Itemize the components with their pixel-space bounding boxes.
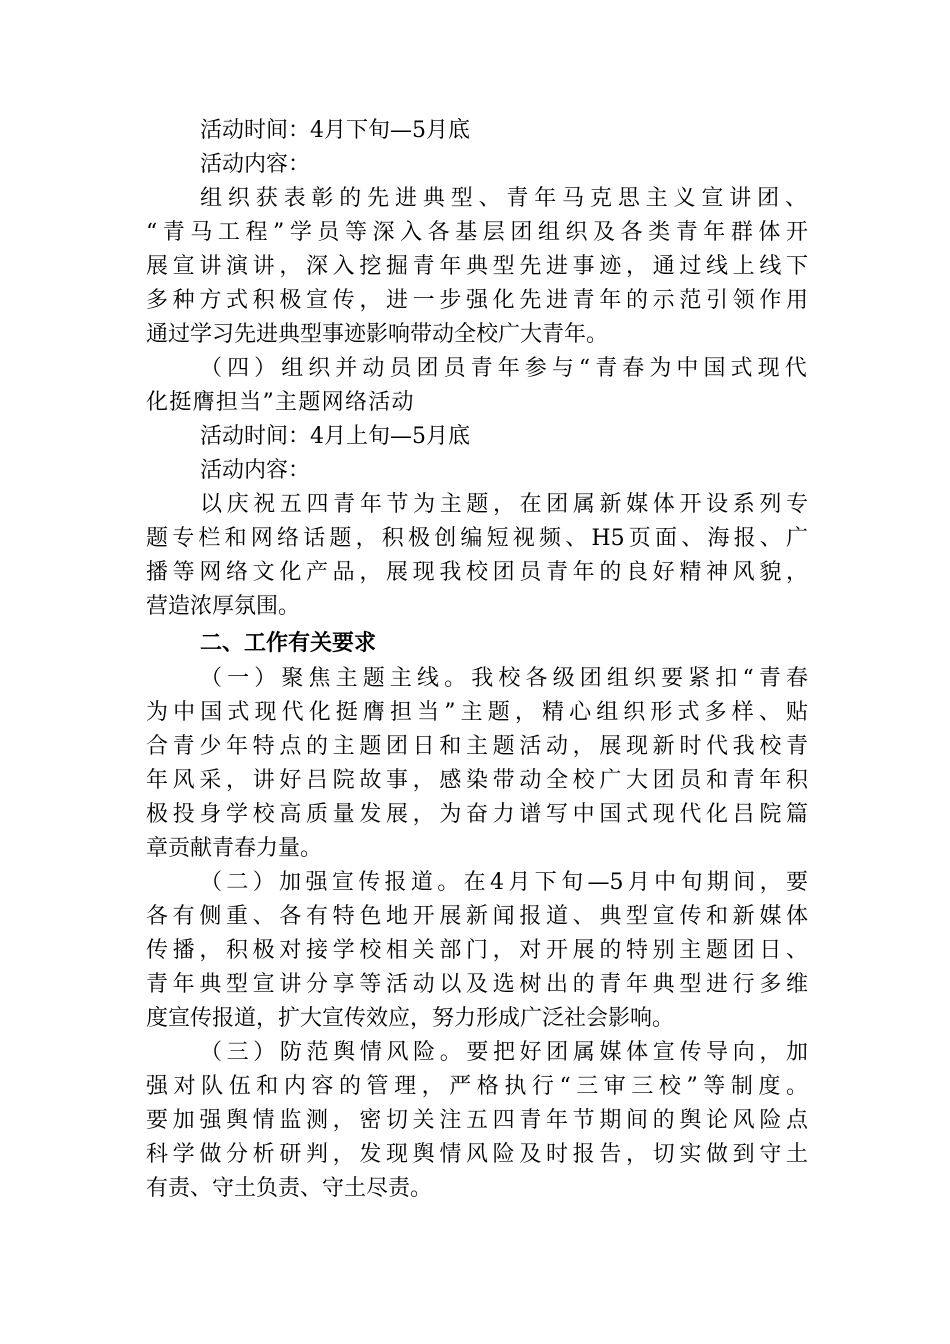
paragraph-line: 营造浓厚氛围。 [146,594,301,619]
document-page [146,114,808,1206]
paragraph-line: 极投身学校高质量发展，为奋力谱写中国式现代化吕院篇 [146,802,808,827]
paragraph-line: 播等网络文化产品，展现我校团员青年的良好精神风貌， [146,560,808,585]
paragraph-line: 度宣传报道，扩大宣传效应，努力形成广泛社会影响。 [146,1006,675,1031]
paragraph-line: 合青少年特点的主题团日和主题活动，展现新时代我校青 [146,734,808,759]
paragraph-line: （三）防范舆情风险。要把好团属媒体宣传导向，加 [200,1040,808,1065]
paragraph-line: 以庆祝五四青年节为主题，在团属新媒体开设系列专 [200,492,808,517]
paragraph-line: 青年典型宣讲分享等活动以及选树出的青年典型进行多维 [146,972,808,997]
paragraph-line: 为中国式现代化挺膺担当”主题，精心组织形式多样、贴 [146,700,808,725]
paragraph-line: “青马工程”学员等深入各基层团组织及各类青年群体开 [146,220,808,245]
section-heading: 二、工作有关要求 [200,631,377,656]
paragraph-line: （一）聚焦主题主线。我校各级团组织要紧扣“青春 [200,666,808,691]
activity-time-line: 活动时间：4月下旬—5月底 [200,118,470,143]
paragraph-line: 年风采，讲好吕院故事，感染带动全校广大团员和青年积 [146,768,808,793]
paragraph-line: 科学做分析研判，发现舆情风险及时报告，切实做到守土 [146,1142,808,1167]
paragraph-line: 题专栏和网络话题，积极创编短视频、H5页面、海报、广 [146,526,808,551]
paragraph-line: 要加强舆情监测，密切关注五四青年节期间的舆论风险点 [146,1108,808,1133]
paragraph-line: （二）加强宣传报道。在4月下旬—5月中旬期间，要 [200,870,808,895]
section-subheading: 化挺膺担当”主题网络活动 [146,390,415,415]
paragraph-line: 各有侧重、各有特色地开展新闻报道、典型宣传和新媒体 [146,904,808,929]
paragraph-line: 有责、守土负责、守土尽责。 [146,1176,433,1201]
section-subheading: （四）组织并动员团员青年参与“青春为中国式现代 [200,356,808,381]
paragraph-line: 展宣讲演讲，深入挖掘青年典型先进事迹，通过线上线下 [146,254,808,279]
paragraph-line: 多种方式积极宣传，进一步强化先进青年的示范引领作用 [146,288,808,313]
activity-content-label: 活动内容： [200,458,311,483]
paragraph-line: 通过学习先进典型事迹影响带动全校广大青年。 [146,322,609,347]
paragraph-line: 章贡献青春力量。 [146,836,323,861]
paragraph-line: 组织获表彰的先进典型、青年马克思主义宣讲团、 [200,186,808,211]
activity-time-line: 活动时间：4月上旬—5月底 [200,424,470,449]
paragraph-line: 传播，积极对接学校相关部门，对开展的特别主题团日、 [146,938,808,963]
activity-content-label: 活动内容： [200,152,311,177]
paragraph-line: 强对队伍和内容的管理，严格执行“三审三校”等制度。 [146,1074,808,1099]
